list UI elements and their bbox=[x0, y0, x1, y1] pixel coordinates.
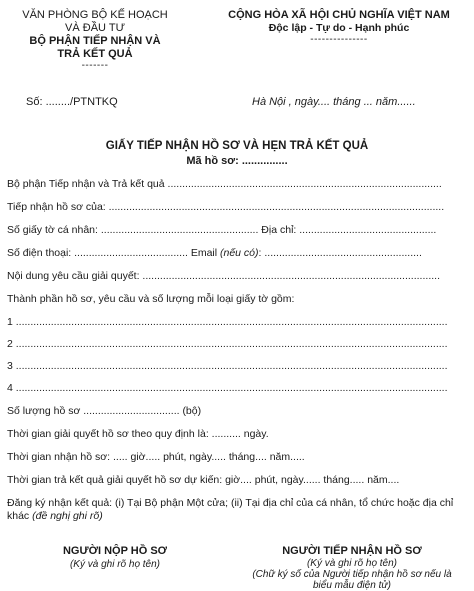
line-received-from: Tiếp nhận hồ sơ của: ................................................................................................................... bbox=[7, 201, 445, 213]
nation-rule: --------------- bbox=[310, 34, 368, 45]
agency-line-4: TRẢ KẾT QUẢ bbox=[57, 48, 133, 60]
submitter-heading: NGƯỜI NỘP HỒ SƠ bbox=[62, 545, 168, 557]
receiver-heading: NGƯỜI TIẾP NHẬN HỒ SƠ bbox=[282, 545, 422, 557]
component-item-1: 1 .................................................................................................................................................... bbox=[7, 316, 448, 328]
file-code: Mã hồ sơ: ............... bbox=[186, 155, 288, 167]
line-delivery-other bbox=[7, 510, 103, 522]
submitter-signature-block bbox=[0, 545, 230, 571]
nation-name: CỘNG HÒA XÃ HỘI CHỦ NGHĨA VIỆT NAM bbox=[228, 9, 450, 21]
national-motto-block bbox=[208, 9, 470, 45]
receiver-instruction: (Ký và ghi rõ họ tên) bbox=[306, 558, 398, 569]
submitter-instruction: (Ký và ghi rõ họ tên) bbox=[69, 559, 161, 570]
receiver-digital-note-2: biểu mẫu điện tử) bbox=[312, 580, 392, 591]
agency-line-2: VÀ ĐẦU TƯ bbox=[65, 22, 125, 34]
line-file-count: Số lượng hồ sơ ................................. (bộ) bbox=[7, 405, 202, 417]
receiver-signature-block bbox=[230, 545, 474, 591]
delivery-other-text: khác bbox=[7, 510, 33, 522]
line-delivery-registration: Đăng ký nhận kết quả: (i) Tại Bộ phận Một cửa; (ii) Tại địa chỉ của cá nhân, tổ chức hoặc địa chỉ bbox=[7, 497, 454, 509]
line-id-and-address: Số giấy tờ cá nhân: ...................................................... Địa chỉ: ............................................... bbox=[7, 224, 437, 236]
component-item-3: 3 .................................................................................................................................................... bbox=[7, 360, 448, 372]
form-title: GIẤY TIẾP NHẬN HỒ SƠ VÀ HẸN TRẢ KẾT QUẢ bbox=[105, 140, 369, 152]
agency-rule: ------- bbox=[81, 60, 109, 71]
line-components-heading: Thành phần hồ sơ, yêu cầu và số lượng mỗi loại giấy tờ gồm: bbox=[7, 293, 295, 305]
email-dots: : ...................................................... bbox=[258, 247, 422, 259]
agency-line-3: BỘ PHẬN TIẾP NHẬN VÀ bbox=[29, 35, 161, 47]
issuing-agency-block bbox=[10, 9, 180, 71]
nation-motto: Độc lập - Tự do - Hạnh phúc bbox=[268, 22, 410, 34]
receiver-digital-note: (Chữ ký số của Người tiếp nhận hồ sơ nếu là bbox=[252, 569, 452, 580]
document-number: Số: ......../PTNTKQ bbox=[26, 96, 118, 108]
line-processing-time: Thời gian giải quyết hồ sơ theo quy định là: .......... ngày. bbox=[7, 428, 269, 440]
line-receiving-unit: Bộ phận Tiếp nhận và Trả kết quả .............................................................................................. bbox=[7, 178, 442, 190]
line-phone-email bbox=[7, 247, 422, 259]
agency-line-1: VĂN PHÒNG BỘ KẾ HOẠCH bbox=[22, 9, 168, 21]
component-item-2: 2 .................................................................................................................................................... bbox=[7, 338, 448, 350]
component-item-4: 4 .................................................................................................................................................... bbox=[7, 382, 448, 394]
line-request-content: Nội dung yêu cầu giải quyết: ...................................................................................................... bbox=[7, 270, 440, 282]
phone-email-text: Số điện thoại: ....................................... Email bbox=[7, 247, 220, 259]
line-return-time: Thời gian trả kết quả giải quyết hồ sơ dự kiến: giờ.... phút, ngày...... tháng..... năm.... bbox=[7, 474, 400, 486]
delivery-other-note: (đề nghị ghi rõ) bbox=[32, 510, 103, 522]
email-optional-note: (nếu có) bbox=[220, 247, 259, 259]
place-date-line: Hà Nội , ngày.... tháng ... năm...... bbox=[252, 96, 416, 108]
line-receipt-time: Thời gian nhận hồ sơ: ..... giờ..... phút, ngày..... tháng.... năm..... bbox=[7, 451, 305, 463]
